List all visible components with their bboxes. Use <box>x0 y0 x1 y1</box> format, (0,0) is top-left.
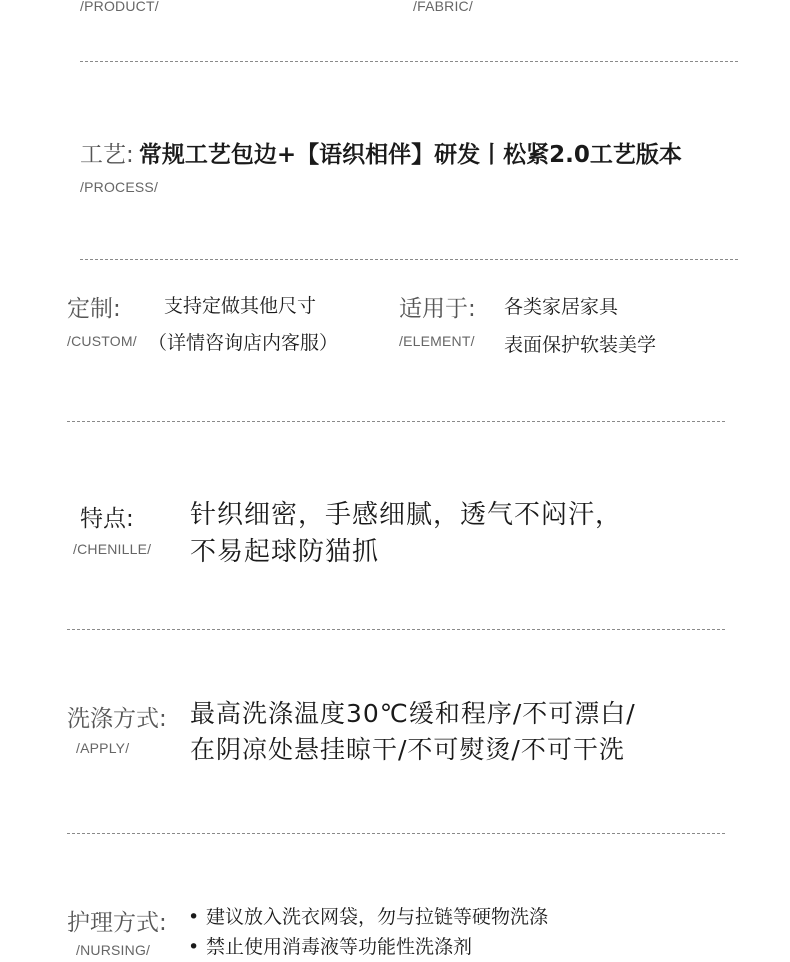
custom-en-label: /CUSTOM/ <box>67 333 137 349</box>
wash-en-label: /APPLY/ <box>76 740 130 756</box>
wash-value-line1: 最高洗涤温度30℃缓和程序/不可漂白/ <box>190 699 636 728</box>
custom-value-line1: 支持定做其他尺寸 <box>164 295 317 317</box>
divider <box>67 629 725 630</box>
bullet-icon: • <box>188 936 200 958</box>
process-en-label: /PROCESS/ <box>80 179 159 195</box>
product-en-label: /PRODUCT/ <box>80 0 159 14</box>
care-en-label: /NURSING/ <box>76 942 151 958</box>
element-en-label: /ELEMENT/ <box>399 333 475 349</box>
divider <box>80 259 738 260</box>
fabric-en-label: /FABRIC/ <box>413 0 473 14</box>
care-item <box>188 902 548 932</box>
bullet-icon: • <box>188 906 200 928</box>
wash-label: 洗涤方式: <box>67 706 167 732</box>
divider <box>67 833 725 834</box>
element-label: 适用于: <box>399 296 476 322</box>
divider <box>67 421 725 422</box>
element-value-line1: 各类家居家具 <box>504 296 619 318</box>
care-label: 护理方式: <box>67 910 167 936</box>
process-label: 工艺: <box>80 142 134 168</box>
process-value: 常规工艺包边+【语织相伴】研发丨松紧2.0工艺版本 <box>138 142 682 168</box>
feature-value-line2: 不易起球防猫抓 <box>190 537 380 567</box>
process-row <box>80 136 682 169</box>
care-list <box>188 902 548 962</box>
care-item-text: 建议放入洗衣网袋，勿与拉链等硬物洗涤 <box>206 906 549 928</box>
wash-value-line2: 在阴凉处悬挂晾干/不可熨烫/不可干洗 <box>190 735 625 764</box>
feature-value-line1: 针织细密，手感细腻，透气不闷汗， <box>190 500 623 530</box>
care-item <box>188 932 548 962</box>
divider <box>80 61 738 62</box>
element-value-line2: 表面保护软装美学 <box>504 334 657 356</box>
feature-label: 特点: <box>80 506 134 532</box>
custom-value-line2: （详情咨询店内客服） <box>148 332 339 354</box>
feature-en-label: /CHENILLE/ <box>73 541 152 557</box>
custom-label: 定制: <box>67 296 121 322</box>
care-item-text: 禁止使用消毒液等功能性洗涤剂 <box>206 936 473 958</box>
